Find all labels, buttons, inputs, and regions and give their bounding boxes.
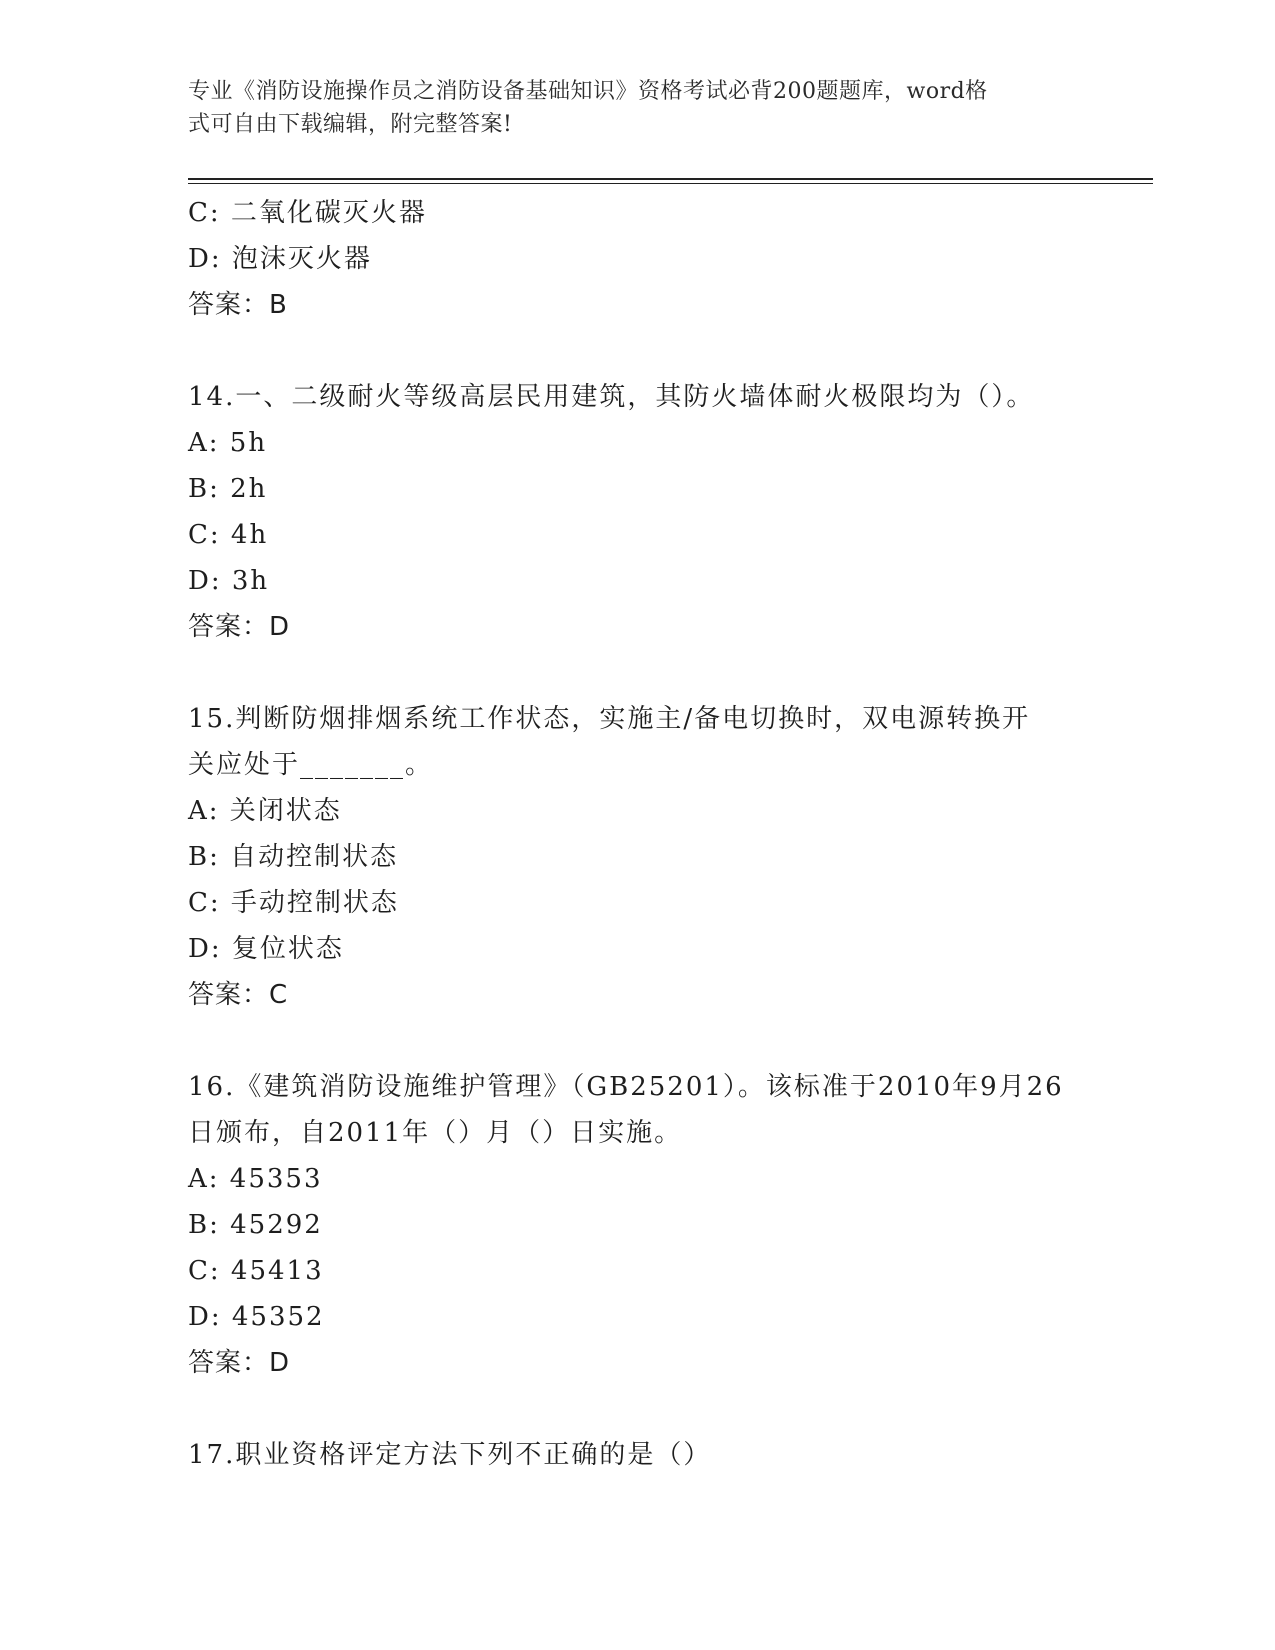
spacer: [188, 1386, 1098, 1432]
header-rule-thin: [188, 183, 1153, 184]
question-text: 17.职业资格评定方法下列不正确的是（）: [188, 1440, 712, 1470]
option-c: C: 4h: [188, 520, 269, 550]
option-c: C: 45413: [188, 1256, 324, 1286]
question-text-line-1: 16.《建筑消防设施维护管理》（GB25201）。该标准于2010年9月26: [188, 1072, 1064, 1102]
question-text-line-1: 15.判断防烟排烟系统工作状态，实施主/备电切换时，双电源转换开: [188, 704, 1031, 734]
option-c: C: 二氧化碳灭火器: [188, 198, 427, 228]
option-a: A: 关闭状态: [188, 796, 342, 826]
option-c: C: 手动控制状态: [188, 888, 399, 918]
header-line-2: 式可自由下载编辑，附完整答案!: [188, 112, 513, 137]
question-text: 14.一、二级耐火等级高层民用建筑，其防火墙体耐火极限均为（）。: [188, 382, 1035, 412]
option-d: D: 3h: [188, 566, 270, 596]
option-b: B: 自动控制状态: [188, 842, 399, 872]
option-b: B: 45292: [188, 1210, 323, 1240]
question-text-line-2: 日颁布，自2011年（）月（）日实施。: [188, 1118, 683, 1148]
question-17: [188, 1432, 1098, 1478]
question-13-continuation: [188, 190, 1098, 328]
question-text-line-2: 关应处于_______。: [188, 750, 434, 780]
question-list: [188, 190, 1098, 1478]
spacer: [188, 328, 1098, 374]
option-d: D: 复位状态: [188, 934, 344, 964]
answer-line: 答案：D: [188, 1348, 291, 1378]
question-16: [188, 1064, 1098, 1386]
answer-line: 答案：B: [188, 290, 288, 320]
document-header: [188, 75, 1078, 141]
option-a: A: 5h: [188, 428, 268, 458]
spacer: [188, 650, 1098, 696]
option-d: D: 45352: [188, 1302, 325, 1332]
header-line-1: 专业《消防设施操作员之消防设备基础知识》资格考试必背200题题库，word格: [188, 79, 988, 104]
question-15: [188, 696, 1098, 1018]
spacer: [188, 1018, 1098, 1064]
answer-line: 答案：C: [188, 980, 289, 1010]
question-14: [188, 374, 1098, 650]
header-rule-thick: [188, 178, 1153, 180]
option-d: D: 泡沫灭火器: [188, 244, 372, 274]
answer-line: 答案：D: [188, 612, 291, 642]
option-b: B: 2h: [188, 474, 268, 504]
option-a: A: 45353: [188, 1164, 323, 1194]
